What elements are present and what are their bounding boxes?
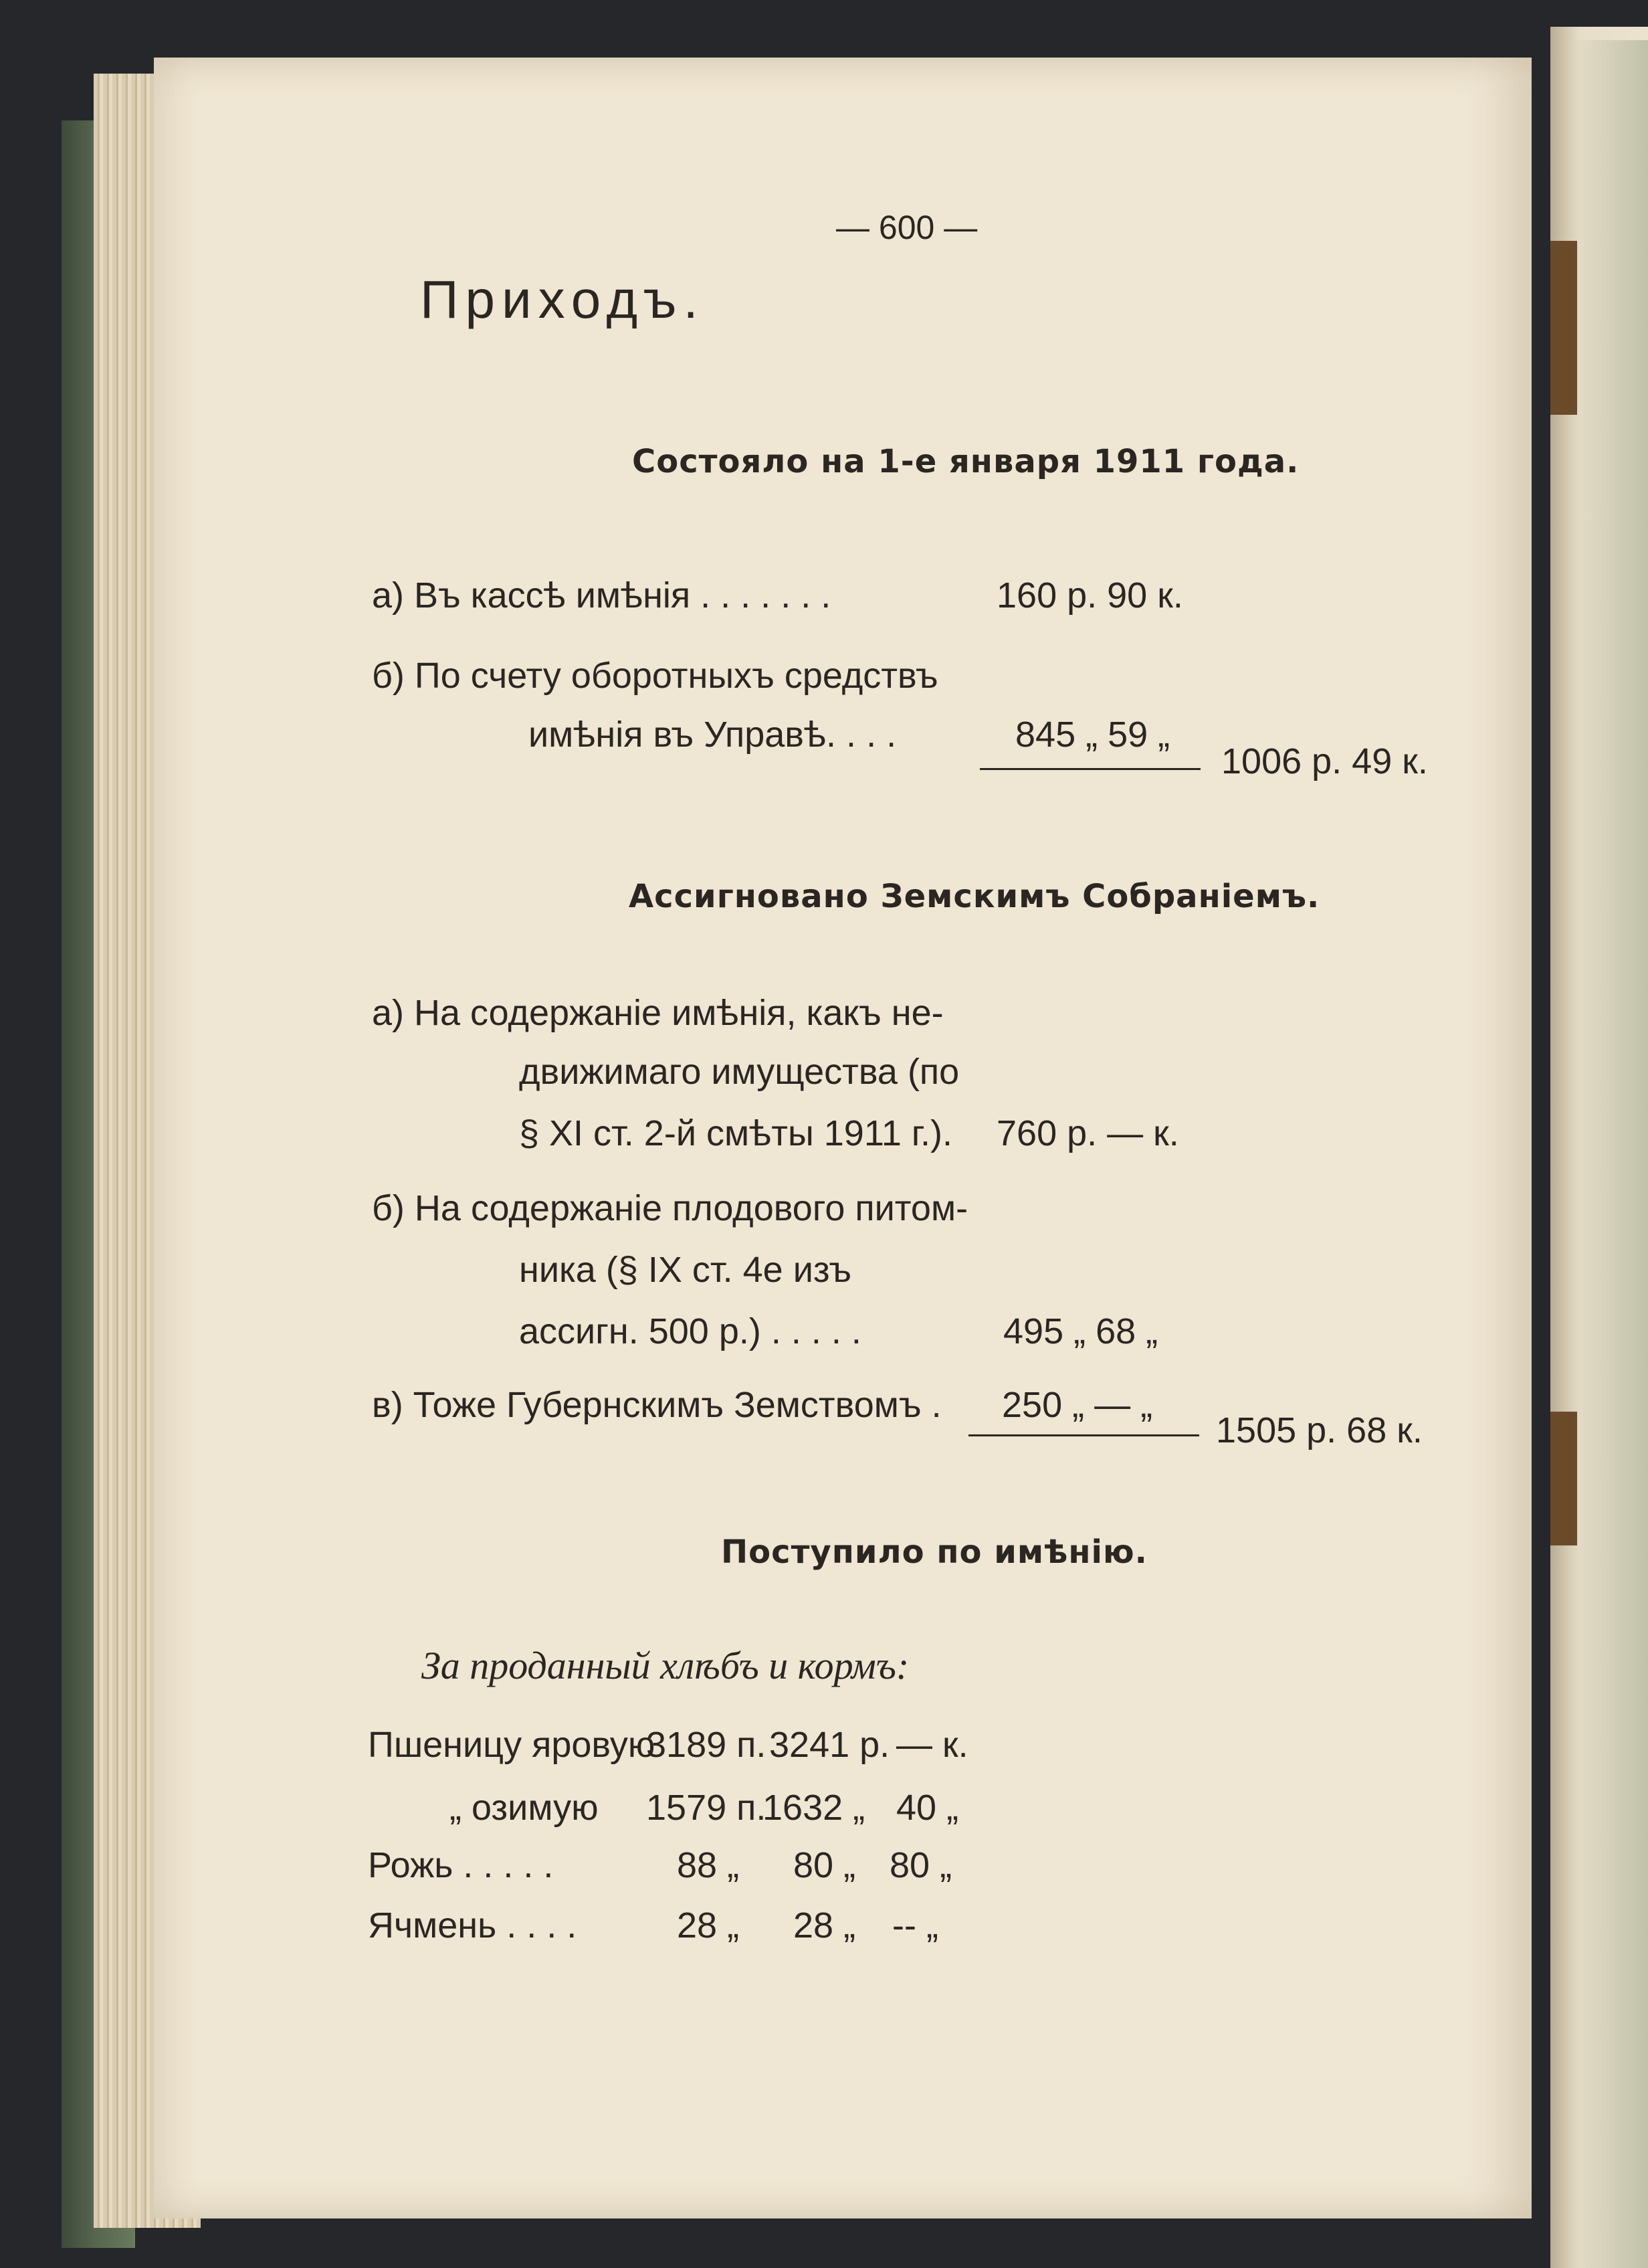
allocated-total: 1505 р. 68 к. [1216,1410,1423,1450]
page-number: — 600 — [836,209,978,246]
balance-b-value: 845 „ 59 „ [1015,715,1170,755]
balance-b-line2: имѣнія въ Управѣ. . . . [528,715,897,755]
grain-row-name: Ячмень . . . . [368,1905,577,1946]
balance-a-value: 160 р. 90 к. [997,575,1183,616]
allocated-a-line1: а) На содержаніе имѣнія, какъ не- [372,993,944,1033]
section-heading-balance: Состояло на 1-е января 1911 года. [632,443,1300,480]
grain-row-kop: — к. [896,1725,968,1765]
allocated-a-value: 760 р. — к. [997,1113,1179,1153]
allocated-b-value: 495 „ 68 „ [1003,1311,1158,1351]
section-heading-allocated: Ассигновано Земскимъ Собраніемъ. [629,878,1320,915]
subtotal-rule [980,768,1201,770]
grain-row-qty: 1579 п. [646,1788,766,1828]
grain-row-name: „ озимую [449,1788,599,1828]
received-subheading: За проданный хлѣбъ и кормъ: [421,1644,910,1687]
grain-row-name: Пшеницу яровую [368,1725,655,1765]
page-title: Приходъ. [420,270,705,329]
balance-total: 1006 р. 49 к. [1221,741,1428,781]
allocated-b-line2: ника (§ IX ст. 4е изъ [519,1250,852,1290]
grain-row-rub: 3241 р. [769,1725,890,1765]
grain-row-kop: 80 „ [890,1845,952,1885]
subtotal-rule [968,1434,1199,1436]
allocated-b-line3: ассигн. 500 р.) . . . . . [519,1311,861,1351]
grain-row-name: Рожь . . . . . [368,1845,554,1885]
grain-row-kop: -- „ [892,1905,938,1946]
allocated-c-label: в) Тоже Губернскимъ Земствомъ . [372,1385,942,1425]
grain-row-kop: 40 „ [896,1788,959,1828]
grain-row-qty: 28 „ [677,1905,740,1946]
allocated-a-line3: § XI ст. 2-й смѣты 1911 г.). [519,1113,952,1153]
grain-row-rub: 1632 „ [762,1788,865,1828]
balance-b-line1: б) По счету оборотныхъ средствъ [372,656,938,696]
grain-row-rub: 28 „ [793,1905,856,1946]
allocated-c-value: 250 „ — „ [1002,1385,1153,1425]
allocated-b-line1: б) На содержаніе плодового питом- [372,1188,968,1228]
balance-a-label: а) Въ кассѣ имѣнія . . . . . . . [372,575,831,616]
grain-row-qty: 3189 п. [646,1725,766,1765]
cover-edge [1572,40,1648,2268]
grain-row-qty: 88 „ [677,1845,740,1885]
section-heading-received: Поступило по имѣнію. [721,1533,1148,1571]
allocated-a-line2: движимаго имущества (по [519,1052,960,1092]
grain-row-rub: 80 „ [793,1845,856,1885]
